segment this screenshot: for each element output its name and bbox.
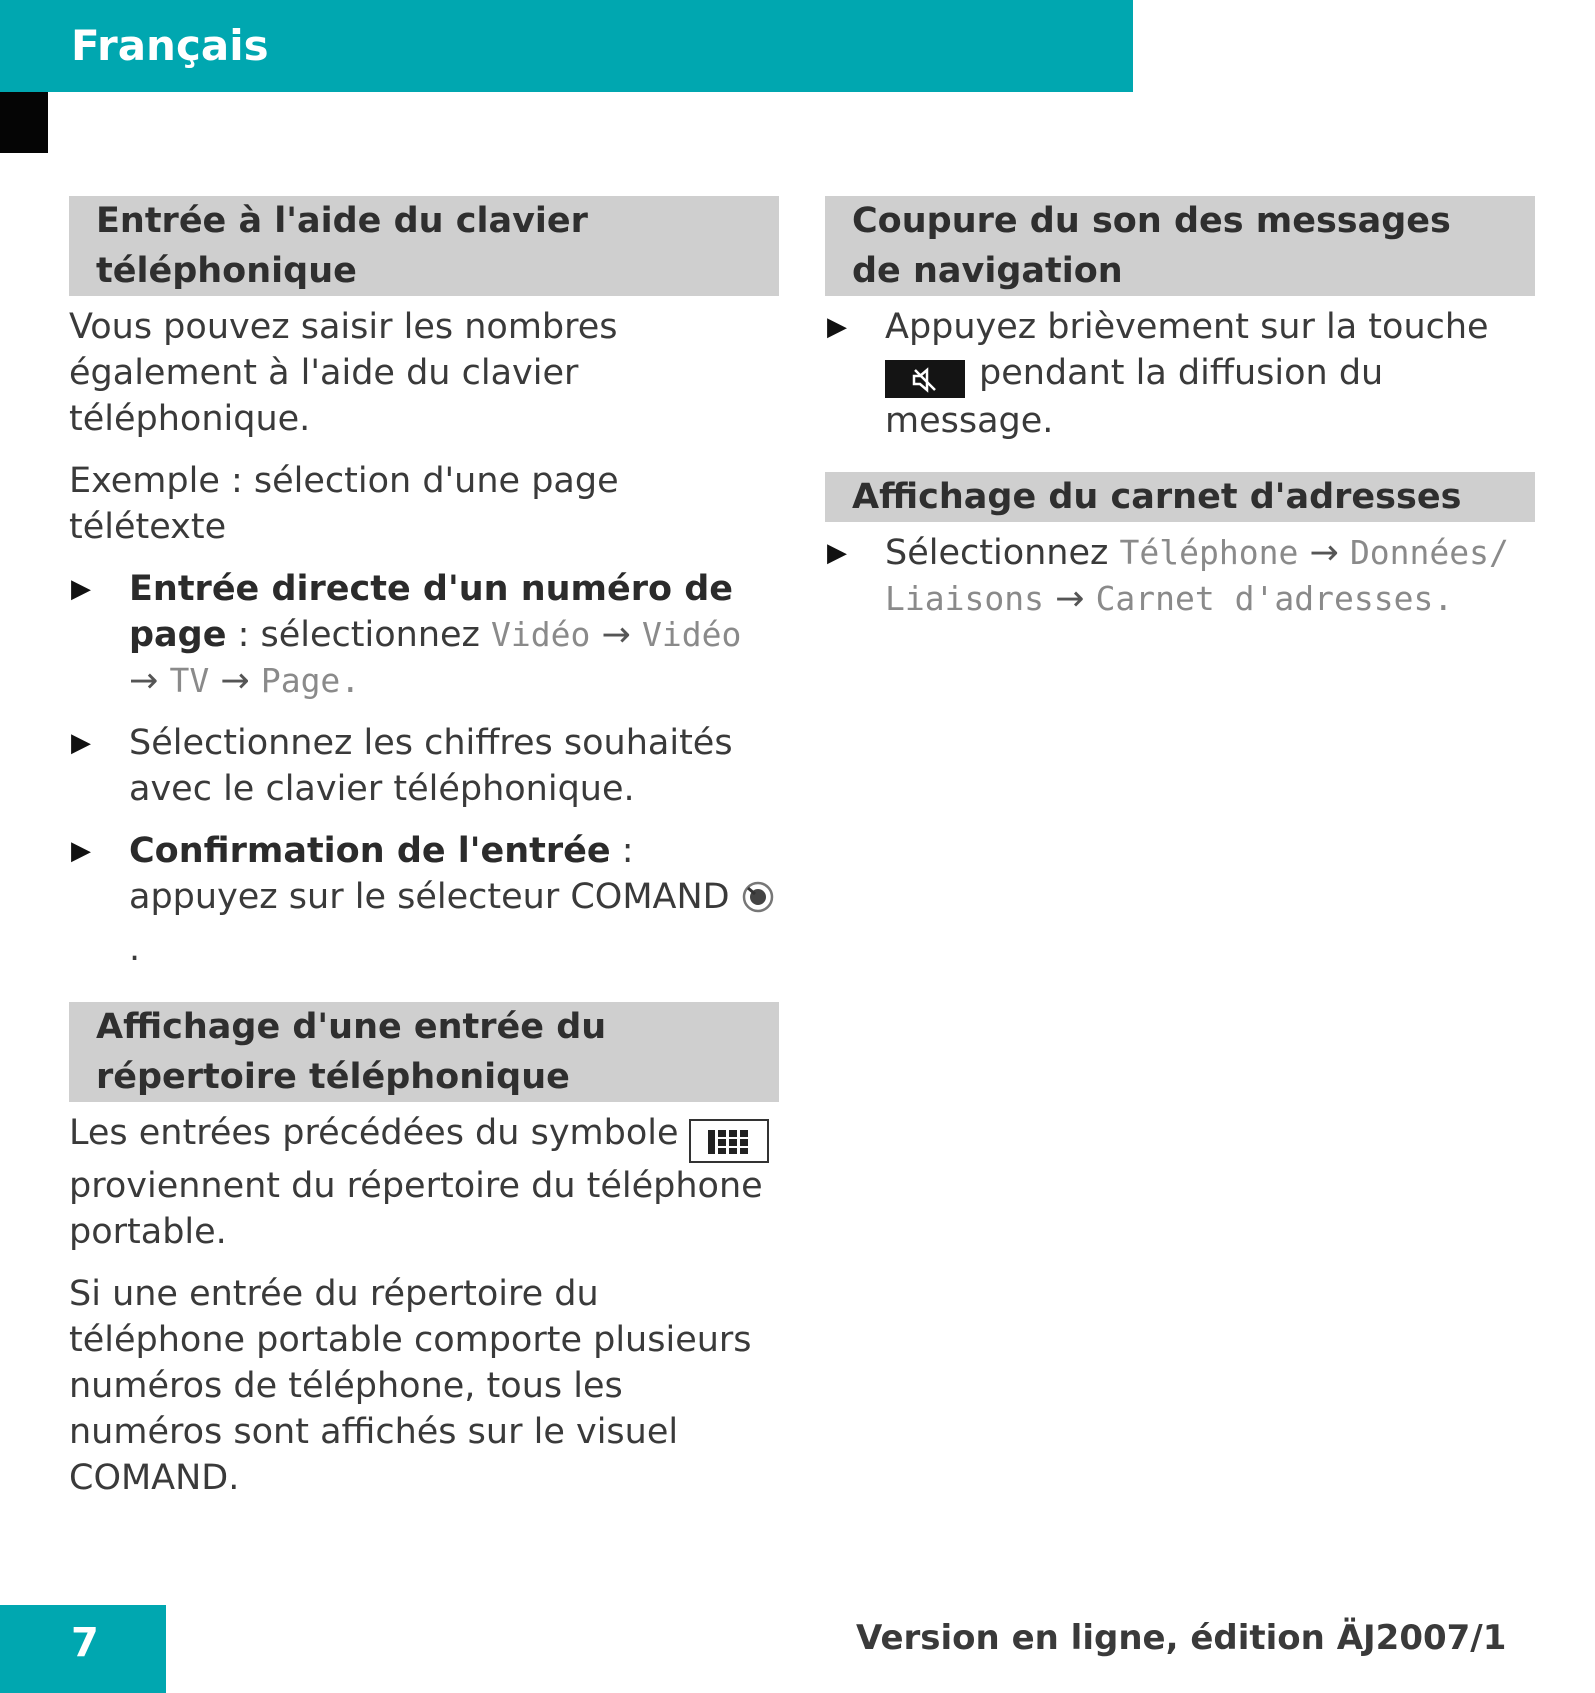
bullet-bold-label: Confirmation de l'entrée [129, 831, 611, 871]
menu-path-item: Vidéo [491, 615, 591, 654]
section-heading-mute-navigation: Coupure du son des messages de navigation [825, 196, 1535, 296]
path-end: . [340, 661, 361, 700]
bullet-arrow-icon: ▶ [71, 728, 91, 758]
bullet-arrow-icon: ▶ [71, 836, 91, 866]
bullet-arrow-icon: ▶ [827, 312, 847, 342]
chapter-marker [0, 92, 48, 153]
page-title: Français [71, 21, 269, 70]
path-separator: → [220, 661, 250, 701]
bullet-text: Sélectionnez les chiffres souhaités avec le clavier téléphonique. [129, 723, 733, 809]
paragraph-text: proviennent du répertoire du téléphone portable. [69, 1166, 763, 1252]
menu-path-item: Page [260, 661, 341, 700]
bullet-text: Appuyez brièvement sur la touche [885, 307, 1489, 347]
paragraph-phonebook-symbol [69, 1110, 779, 1255]
bullet-arrow-icon: ▶ [827, 538, 847, 568]
mute-speaker-icon [885, 360, 965, 398]
menu-path-item: Carnet d'adresses [1095, 579, 1434, 618]
paragraph-multiple-numbers: Si une entrée du répertoire du téléphone portable comporte plusieurs numéros de téléphone, tous les numéros sont affichés sur le visuel COMAND. [69, 1274, 752, 1498]
paragraph-text: Les entrées précédées du symbole [69, 1113, 679, 1153]
bullet-text: : appuyez sur le sélecteur COMAND [129, 831, 741, 917]
section-heading-phonebook-entry: Affichage d'une entrée du répertoire téléphonique [69, 1002, 779, 1102]
bullet-bold-label: Entrée directe d'un numéro de page [129, 569, 734, 655]
bullet-text: Sélectionnez [885, 533, 1120, 573]
menu-path-item: TV [169, 661, 210, 700]
left-column [69, 196, 779, 1501]
path-separator: → [1055, 579, 1085, 619]
list-item-select-address-book [825, 530, 1535, 622]
list-item-select-digits [69, 720, 779, 812]
path-separator: → [129, 661, 159, 701]
menu-path-item: Téléphone [1119, 533, 1299, 572]
page-number: 7 [71, 1620, 99, 1666]
bullet-end: . [129, 929, 141, 969]
paragraph-example: Exemple : sélection d'une page télétexte [69, 461, 619, 547]
bullet-arrow-icon: ▶ [71, 574, 91, 604]
bullet-text: : sélectionnez [226, 615, 492, 655]
edition-version: Version en ligne, édition ÄJ2007/1 [856, 1618, 1507, 1658]
menu-path-item: Données/ Liaisons [885, 533, 1509, 618]
section-heading-address-book: Affichage du carnet d'adresses [825, 472, 1535, 522]
bullet-text: pendant la diffusion du message. [885, 353, 1384, 441]
list-item-mute-key [825, 304, 1535, 444]
comand-controller-icon [741, 880, 775, 926]
phonebook-symbol-icon [689, 1119, 769, 1163]
path-separator: → [601, 615, 631, 655]
menu-path-item: Vidéo [642, 615, 742, 654]
list-item-direct-page-entry [69, 566, 779, 704]
path-end: . [1433, 579, 1454, 618]
paragraph-intro: Vous pouvez saisir les nombres également à l'aide du clavier téléphonique. [69, 307, 618, 439]
list-item-confirm-entry [69, 828, 779, 972]
right-column [825, 196, 1535, 622]
path-separator: → [1309, 533, 1339, 573]
section-heading-keypad-entry: Entrée à l'aide du clavier téléphonique [69, 196, 779, 296]
